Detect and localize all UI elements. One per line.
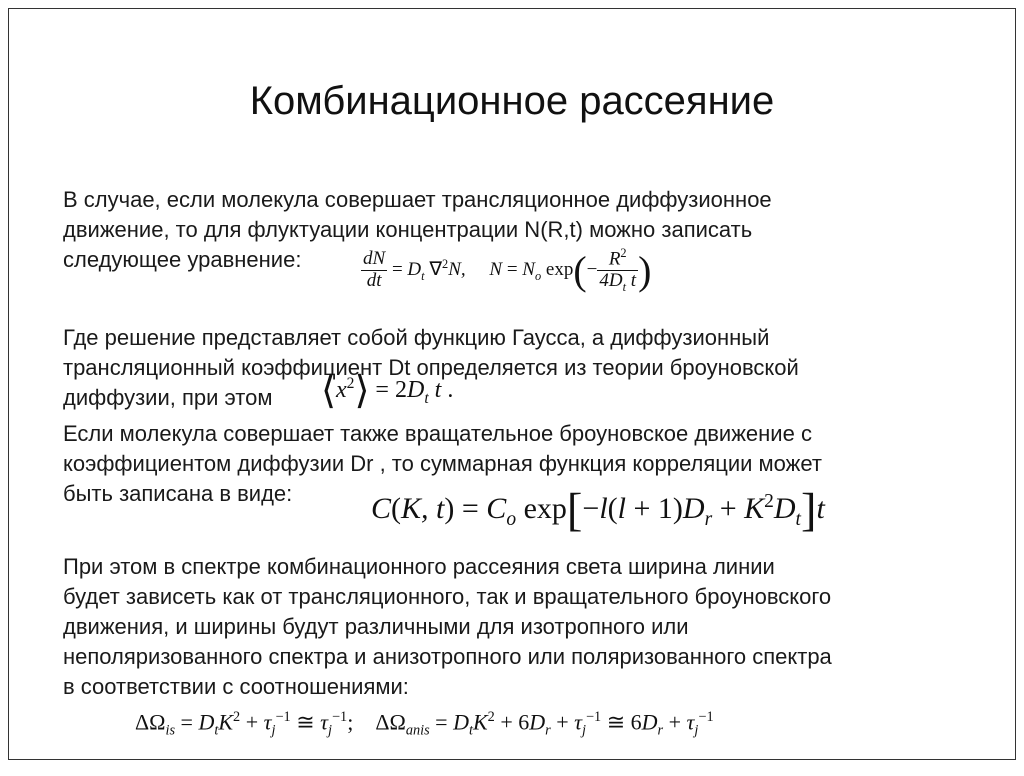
text-line: При этом в спектре комбинационного рассеяния света ширина линии [63, 554, 775, 579]
paragraph-raman-linewidth [63, 552, 832, 702]
text-line: диффузии, при этом [63, 385, 273, 410]
text-line: движения, и ширины будут различными для изотропного или [63, 614, 689, 639]
text-line: трансляционный коэффициент Dt определяется из теории броуновской [63, 355, 799, 380]
text-line: быть записана в виде: [63, 481, 293, 506]
text-line: В случае, если молекула совершает трансляционное диффузионное [63, 187, 772, 212]
formula-diffusion-equation: $\frac{dN}{dt}$ = $D_t$ ∇$^2$N, $N = N_o$ exp(− $\frac{R^2}{4D_t t}$ ) [363, 246, 652, 295]
text-line: Где решение представляет собой функцию Гаусса, а диффузионный [63, 325, 770, 350]
text-line: следующее уравнение: [63, 247, 302, 272]
text-line: Если молекула совершает также вращательное броуновское движение с [63, 421, 812, 446]
text-line: в соответствии с соотношениями: [63, 674, 409, 699]
slide [8, 8, 1016, 760]
text-line: неполяризованного спектра и анизотропного или поляризованного спектра [63, 644, 832, 669]
formula-correlation-function: C(K, $t) = C_o$ $\exp[-l(l + 1)D_r + K^2D_t]t$ [371, 485, 825, 537]
text-line: будет зависеть как от трансляционного, так и вращательного броуновского [63, 584, 832, 609]
slide-title: Комбинационное рассеяние [249, 79, 775, 123]
formula-linewidths: $\Delta\Omega_{is} = D_tK^2 + \tau_j^{-1}$ ≅ $\tau_j^{-1}$; $\Delta\Omega_{anis} = D_tK^2 + 6D_r + \tau_j^{-1}$ ≅ $6D_r + \tau_j^{-1}$ [135, 709, 714, 739]
formula-mean-square-displacement: $⟨x^2⟩ = 2D_t$ t . [321, 370, 454, 413]
text-line: коэффициентом диффузии Dr , то суммарная функция корреляции может [63, 451, 822, 476]
text-line: движение, то для флуктуации концентрации N(R,t) можно записать [63, 217, 753, 242]
